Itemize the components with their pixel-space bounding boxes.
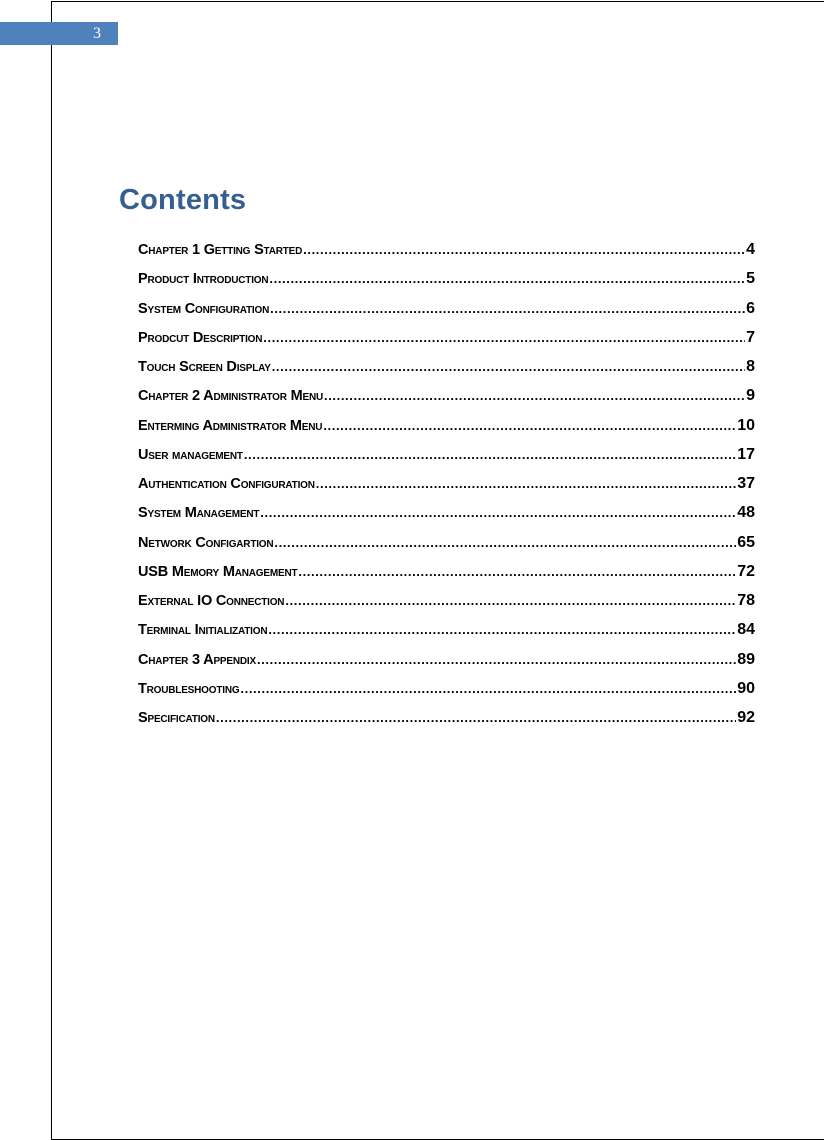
- dot-leader: [274, 533, 736, 553]
- toc-entry[interactable]: [138, 708, 755, 737]
- toc-entry[interactable]: [138, 650, 755, 679]
- dot-leader: [298, 562, 736, 582]
- toc-entry-page: 4: [746, 241, 755, 258]
- toc-entry[interactable]: [138, 357, 755, 386]
- toc-entry-label: Touch Screen Display: [138, 359, 271, 375]
- toc-entry-label: Network Configartion: [138, 534, 274, 551]
- toc-entry-label: External IO Connection: [138, 593, 285, 609]
- toc-entry-page: 72: [737, 562, 755, 580]
- toc-entry-page: 84: [737, 621, 755, 639]
- dot-leader: [216, 708, 736, 728]
- toc-entry-label: Enterming Administrator Menu: [138, 417, 323, 434]
- toc-entry-label: Troubleshooting: [138, 680, 240, 697]
- toc-entry[interactable]: [138, 269, 755, 298]
- toc-entry[interactable]: [138, 503, 755, 532]
- toc-entry-label: USB Memory Management: [138, 563, 298, 580]
- dot-leader: [268, 620, 736, 640]
- toc-entry[interactable]: [138, 474, 755, 503]
- toc-entry[interactable]: [138, 679, 755, 708]
- toc-entry[interactable]: [138, 416, 755, 445]
- toc-entry-page: 5: [746, 270, 755, 288]
- toc-entry[interactable]: [138, 240, 755, 269]
- toc-entry-label: Authentication Configuration: [138, 476, 315, 492]
- toc-entry-page: 65: [737, 533, 755, 551]
- toc-entry-label: Prodcut Description: [138, 329, 263, 346]
- dot-leader: [316, 474, 736, 494]
- toc-entry-page: 17: [737, 445, 755, 463]
- toc-entry-label: Chapter 2 Administrator Menu: [138, 388, 323, 405]
- contents-heading: Contents: [119, 184, 247, 216]
- toc-entry-page: 37: [737, 475, 755, 492]
- toc-entry-page: 10: [737, 416, 755, 434]
- dot-leader: [285, 591, 736, 611]
- toc-entry[interactable]: [138, 562, 755, 591]
- toc-entry[interactable]: [138, 533, 755, 562]
- dot-leader: [257, 650, 736, 670]
- dot-leader: [240, 679, 736, 699]
- toc-entry[interactable]: [138, 299, 755, 328]
- toc-entry[interactable]: [138, 591, 755, 620]
- toc-entry-label: Chapter 3 Appendix: [138, 651, 256, 668]
- toc-entry[interactable]: [138, 328, 755, 357]
- dot-leader: [263, 328, 745, 348]
- toc-entry-page: 8: [746, 358, 755, 375]
- toc-entry-label: System Configuration: [138, 300, 270, 317]
- dot-leader: [260, 503, 736, 523]
- dot-leader: [323, 416, 736, 436]
- toc-entry-label: Specification: [138, 710, 215, 726]
- toc-entry-page: 89: [737, 650, 755, 668]
- toc-entry-page: 78: [737, 592, 755, 609]
- toc-entry-label: System Management: [138, 505, 260, 522]
- toc-entry-label: Terminal Initialization: [138, 622, 268, 639]
- dot-leader: [244, 445, 736, 465]
- dot-leader: [272, 357, 745, 377]
- dot-leader: [269, 269, 745, 289]
- page-number: 3: [93, 25, 101, 42]
- table-of-contents: [138, 240, 755, 737]
- toc-entry[interactable]: [138, 620, 755, 649]
- toc-entry-page: 9: [746, 387, 755, 405]
- toc-entry-page: 92: [737, 709, 755, 726]
- toc-entry-label: Chapter 1 Getting Started: [138, 242, 303, 258]
- toc-entry-page: 90: [737, 679, 755, 697]
- toc-entry[interactable]: [138, 386, 755, 415]
- toc-entry-page: 48: [737, 504, 755, 522]
- toc-entry-page: 7: [746, 328, 755, 346]
- toc-entry-label: User management: [138, 446, 243, 463]
- toc-entry-label: Product Introduction: [138, 271, 269, 288]
- toc-entry-page: 6: [746, 299, 755, 317]
- dot-leader: [303, 240, 745, 260]
- dot-leader: [324, 386, 745, 406]
- toc-entry[interactable]: [138, 445, 755, 474]
- dot-leader: [270, 299, 745, 319]
